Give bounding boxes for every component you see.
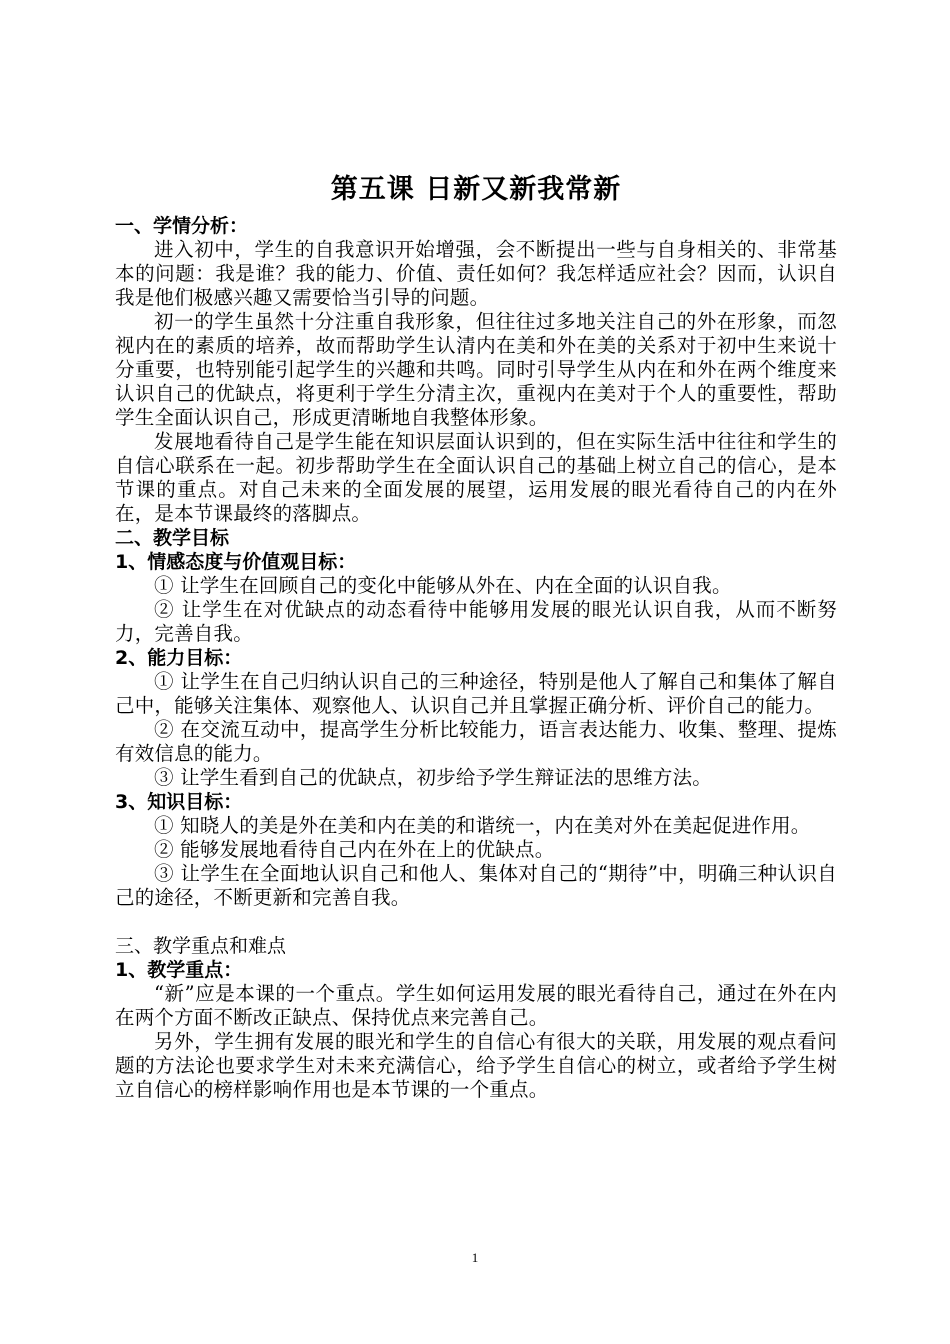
list-item: ② 在交流互动中，提高学生分析比较能力，语言表达能力、收集、整理、提炼有效信息的能力。 — [115, 718, 837, 765]
list-item: ③ 让学生在全面地认识自己和他人、集体对自己的“期待”中，明确三种认识自己的途径，不断更新和完善自我。 — [115, 862, 837, 909]
document-body — [115, 170, 837, 1102]
document-title: 第五课 日新又新我常新 — [330, 174, 622, 205]
list-item: ① 知晓人的美是外在美和内在美的和谐统一，内在美对外在美起促进作用。 — [154, 814, 811, 837]
paragraph: 发展地看待自己是学生能在知识层面认识到的，但在实际生活中往往和学生的自信心联系在一起。初步帮助学生在全面认识自己的基础上树立自己的信心，是本节课的重点。对自己未来的全面发展的展望，运用发展的眼光看待自己的内在外在，是本节课最终的落脚点。 — [115, 430, 837, 525]
subsection-heading-emotion: 1、情感态度与价值观目标： — [115, 551, 357, 573]
paragraph: “新”应是本课的一个重点。学生如何运用发展的眼光看待自己，通过在外在内在两个方面不断改正缺点、保持优点来完善自己。 — [115, 982, 837, 1029]
subsection-heading-ability: 2、能力目标： — [115, 647, 243, 669]
subsection-heading-focus: 1、教学重点： — [115, 959, 243, 981]
paragraph: 另外，学生拥有发展的眼光和学生的自信心有很大的关联，用发展的观点看问题的方法论也要求学生对未来充满信心，给予学生自信心的树立，或者给予学生树立自信心的榜样影响作用也是本节课的一个重点。 — [115, 1030, 837, 1101]
paragraph: 初一的学生虽然十分注重自我形象，但往往过多地关注自己的外在形象，而忽视内在的素质的培养，故而帮助学生认清内在美和外在美的关系对于初中生来说十分重要，也特别能引起学生的兴趣和共鸣。同时引导学生从内在和外在两个维度来认识自己的优缺点，将更利于学生分清主次，重视内在美对于个人的重要性，帮助学生全面认识自己，形成更清晰地自我整体形象。 — [115, 310, 837, 429]
section-heading-goals: 二、教学目标 — [115, 527, 230, 549]
page-number: 1 — [471, 1250, 479, 1265]
subsection-heading-knowledge: 3、知识目标： — [115, 791, 243, 813]
paragraph: 进入初中，学生的自我意识开始增强，会不断提出一些与自身相关的、非常基本的问题：我是谁？我的能力、价值、责任如何？我怎样适应社会？因而，认识自我是他们极感兴趣又需要恰当引导的问题。 — [115, 238, 837, 309]
list-item: ① 让学生在回顾自己的变化中能够从外在、内在全面的认识自我。 — [154, 574, 732, 597]
list-item: ① 让学生在自己归纳认识自己的三种途径，特别是他人了解自己和集体了解自己中，能够关注集体、观察他人、认识自己并且掌握正确分析、评价自己的能力。 — [115, 670, 837, 717]
list-item: ② 能够发展地看待自己内在外在上的优缺点。 — [154, 838, 555, 861]
section-heading-keypoints: 三、教学重点和难点 — [115, 935, 287, 957]
section-heading-analysis: 一、学情分析： — [115, 215, 249, 237]
list-item: ② 让学生在对优缺点的动态看待中能够用发展的眼光认识自我，从而不断努力，完善自我。 — [115, 598, 837, 645]
list-item: ③ 让学生看到自己的优缺点，初步给予学生辩证法的思维方法。 — [154, 766, 712, 789]
